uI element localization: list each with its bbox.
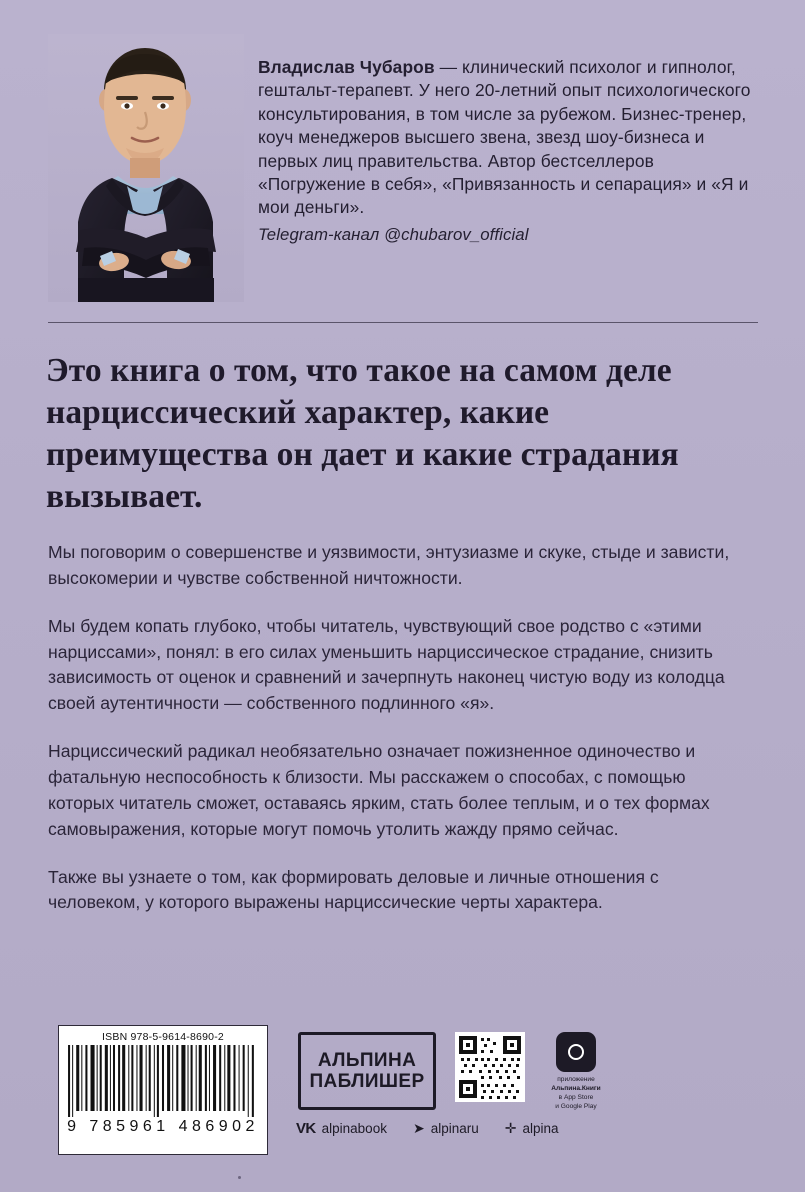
- social-alpina[interactable]: [505, 1120, 559, 1137]
- social-telegram-label: alpinaru: [430, 1121, 479, 1136]
- author-bio: [244, 34, 758, 246]
- barcode-digits: 9 785961 486902: [67, 1118, 259, 1135]
- publisher-line-1: АЛЬПИНА: [317, 1049, 417, 1071]
- barcode-bars: [66, 1045, 260, 1117]
- app-caption: [540, 1076, 612, 1112]
- isbn-label: ISBN 978-5-9614-8690-2: [102, 1031, 224, 1043]
- app-badge[interactable]: [540, 1032, 612, 1112]
- social-alpina-label: alpina: [522, 1121, 559, 1136]
- qr-code[interactable]: [455, 1032, 525, 1102]
- barcode: [58, 1025, 268, 1155]
- publisher-logo: [298, 1032, 436, 1110]
- publisher-line-2: ПАБЛИШЕР: [309, 1071, 425, 1092]
- alpina-icon: ✛: [504, 1120, 517, 1136]
- social-links: [296, 1120, 716, 1137]
- social-vk[interactable]: [296, 1120, 387, 1137]
- app-caption-line-2: Альпина.Книги: [551, 1084, 601, 1092]
- footer: [0, 1010, 805, 1170]
- headline: Это книга о том, что такое на самом деле нарциссический характер, какие преимущества он дает и какие страдания вызывает.: [46, 352, 679, 515]
- body-copy: [48, 540, 738, 916]
- social-telegram[interactable]: [413, 1120, 479, 1137]
- telegram-icon: ➤: [412, 1120, 425, 1136]
- app-caption-line-3: в App Store: [558, 1093, 594, 1101]
- paragraph-1: Мы поговорим о совершенстве и уязвимости, энтузиазме и скуке, стыде и зависти, высокомерии и чувстве собственной ничтожности.: [48, 542, 730, 588]
- author-telegram: Telegram-канал @chubarov_official: [258, 224, 529, 244]
- author-block: [48, 34, 758, 302]
- alpina-app-icon: [556, 1032, 596, 1072]
- app-caption-line-4: и Google Play: [555, 1102, 597, 1110]
- author-photo: [48, 34, 244, 302]
- paragraph-4: Также вы узнаете о том, как формировать деловые и личные отношения с человеком, у которого выражены нарциссические черты характера.: [48, 866, 659, 913]
- divider: [48, 322, 758, 323]
- social-vk-label: alpinabook: [321, 1121, 387, 1136]
- vk-icon: VK: [296, 1120, 316, 1137]
- app-caption-line-1: приложение: [557, 1076, 595, 1083]
- print-mark: [238, 1176, 241, 1179]
- author-bio-text: — клинический психолог и гипнолог, гештальт-терапевт. У него 20-летний опыт психологического консультирования, в том числе за рубежом. Бизнес-тренер, коуч менеджеров высшего звена, звезд шоу-бизнеса и первых лиц правительства. Автор бестселлеров «Погружение в себя», «Привязанность и сепарация» и «Я и мои деньги».: [258, 57, 751, 218]
- paragraph-3: Нарциссический радикал необязательно означает пожизненное одиночество и фатальную неспособность к близости. Мы расскажем о способах, с помощью которых читатель сможет, оставаясь ярким, стать более теплым, и о тех формах самовыражения, которые могут помочь утолить жажду прямо сейчас.: [48, 741, 710, 839]
- paragraph-2: Мы будем копать глубоко, чтобы читатель, чувствующий свое родство с «этими нарциссами», понял: в его силах уменьшить нарциссическое страдание, снизить зависимость от оценок и сравнений и зачерпнуть наконец чистую воду из колодца своей аутентичности — собственного подлинного «я».: [48, 615, 725, 714]
- author-name: Владислав Чубаров: [258, 57, 435, 77]
